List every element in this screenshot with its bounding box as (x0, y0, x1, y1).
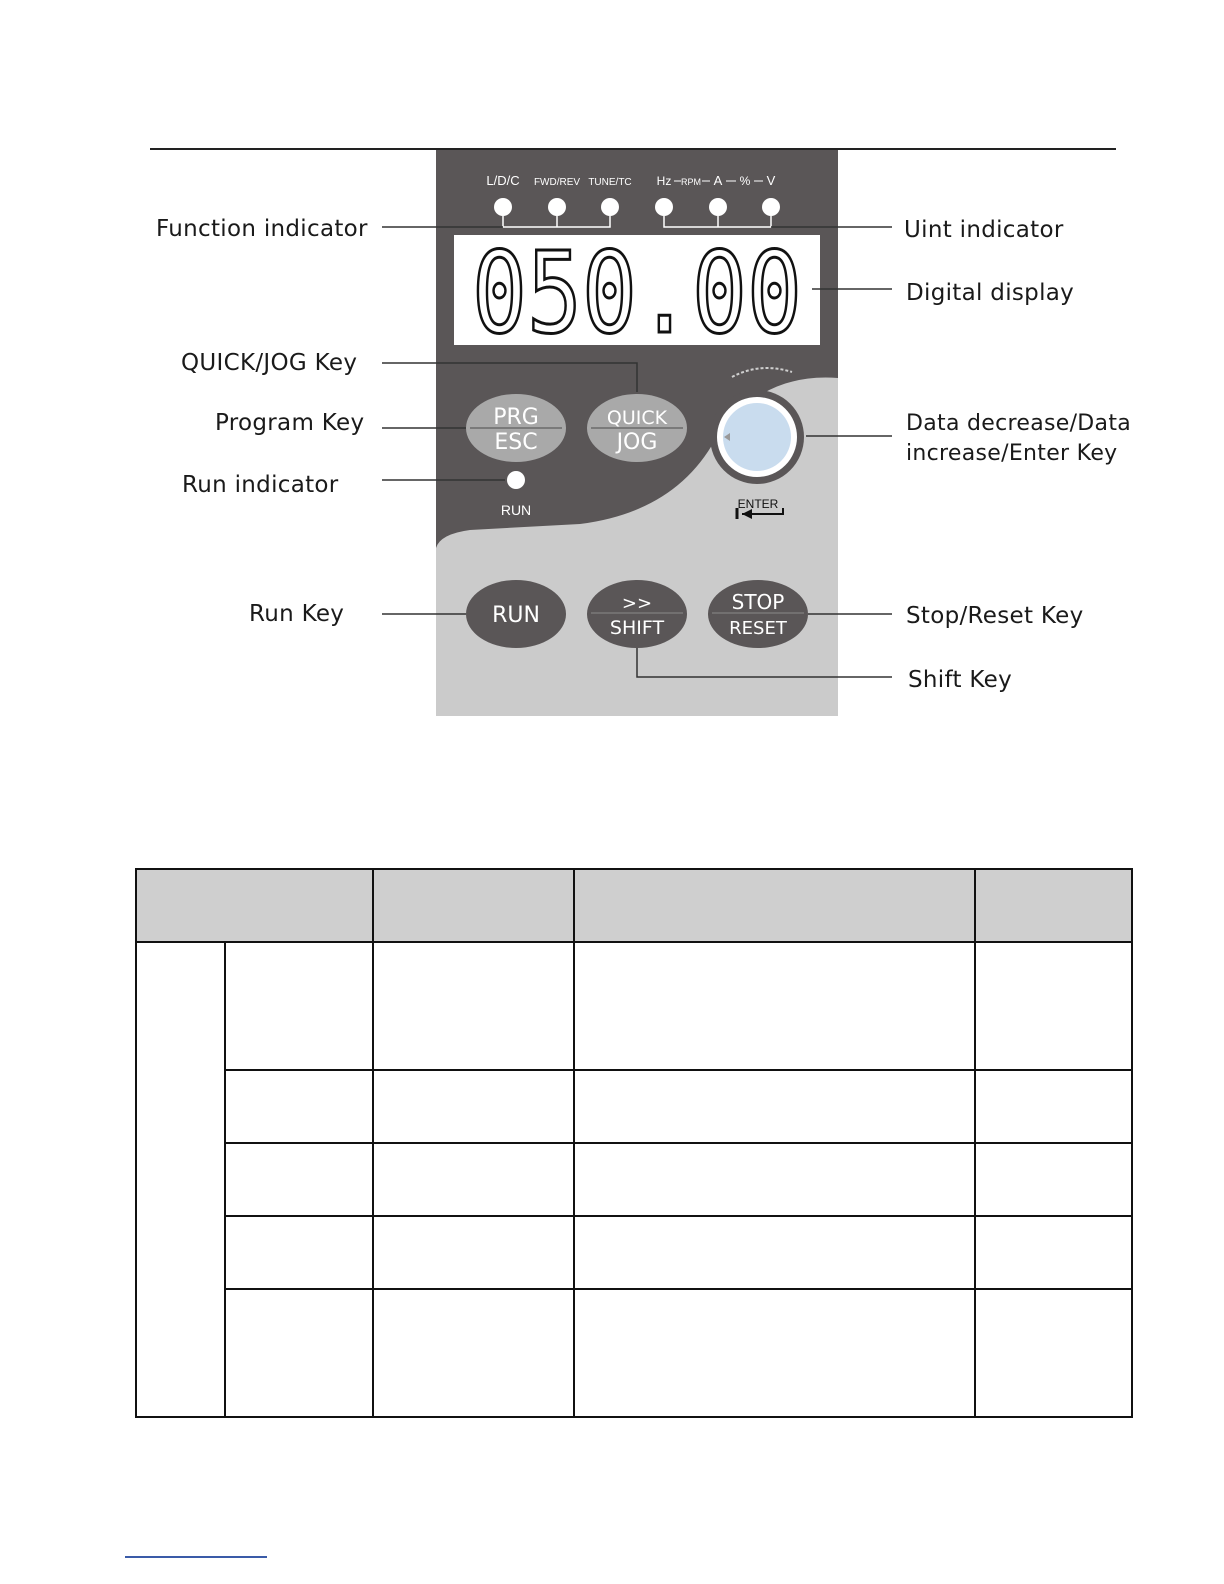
unit-label-a: A (713, 173, 723, 188)
shift-key-label: SHIFT (609, 617, 665, 639)
indicator-label-fwdrev: FWD/REV (533, 177, 581, 188)
footer-link-underline (125, 1556, 267, 1558)
table-row (136, 1143, 1132, 1216)
callout-data-key-line2: increase/Enter Key (906, 441, 1118, 466)
prg-esc-key[interactable] (466, 394, 566, 462)
callout-function-indicator: Function indicator (156, 216, 368, 242)
table-header-row (136, 869, 1132, 942)
callout-unit-indicator: Uint indicator (904, 217, 1064, 243)
callout-digital-display: Digital display (906, 280, 1075, 306)
unit-label-v: V (766, 173, 776, 188)
jog-key-label: JOG (616, 430, 658, 455)
table-cell (574, 1289, 975, 1417)
indicator-label-ldc: L/D/C (486, 173, 520, 188)
table-cell (574, 1070, 975, 1143)
prg-key-label: PRG (493, 405, 539, 430)
display-value: 050.00 (472, 229, 802, 359)
unit-label-percent: % (739, 174, 751, 188)
led-hz (655, 198, 673, 216)
callout-program-key: Program Key (215, 410, 365, 436)
table-cell (373, 1070, 574, 1143)
unit-label-hz: Hz (656, 174, 672, 188)
table-cell (225, 942, 373, 1070)
table-cell (136, 942, 225, 1417)
table-header-cell (574, 869, 975, 942)
shift-key-arrows: >> (621, 593, 653, 614)
table-cell (373, 1289, 574, 1417)
table-cell (225, 1216, 373, 1289)
led-fwdrev (548, 198, 566, 216)
table-row (136, 942, 1132, 1070)
table-cell (225, 1289, 373, 1417)
callout-data-key-line1: Data decrease/Data (906, 411, 1132, 436)
table-cell (975, 1070, 1132, 1143)
callout-quick-jog-key: QUICK/JOG Key (181, 350, 358, 376)
table-cell (225, 1143, 373, 1216)
key-function-table (135, 868, 1133, 1418)
unit-label-rpm: RPM (681, 177, 701, 187)
indicator-label-tunetc: TUNE/TC (588, 177, 632, 188)
callout-run-indicator: Run indicator (182, 472, 339, 498)
stop-key-label: STOP (731, 590, 785, 614)
table-cell (975, 1216, 1132, 1289)
stop-reset-key[interactable] (708, 580, 808, 648)
led-tunetc (601, 198, 619, 216)
table-cell (574, 1216, 975, 1289)
reset-key-label: RESET (729, 618, 787, 639)
table-cell (574, 942, 975, 1070)
run-led-label: RUN (500, 502, 532, 518)
table-cell (975, 1143, 1132, 1216)
table-cell (373, 942, 574, 1070)
table-cell (975, 1289, 1132, 1417)
table-cell (574, 1143, 975, 1216)
table-row (136, 1216, 1132, 1289)
table-row (136, 1070, 1132, 1143)
enter-label: ENTER (737, 497, 779, 511)
data-enter-knob[interactable] (710, 390, 804, 484)
shift-key[interactable] (587, 580, 687, 648)
callout-stop-reset-key: Stop/Reset Key (906, 603, 1084, 629)
quick-jog-key[interactable] (587, 394, 687, 462)
table-cell (225, 1070, 373, 1143)
table-header-cell (373, 869, 574, 942)
esc-key-label: ESC (494, 430, 538, 455)
led-a (709, 198, 727, 216)
led-v (762, 198, 780, 216)
run-key[interactable] (466, 580, 566, 648)
keypad-figure (0, 0, 1224, 760)
table-cell (975, 942, 1132, 1070)
table-cell (373, 1216, 574, 1289)
run-led (507, 471, 525, 489)
table-header-cell (975, 869, 1132, 942)
led-ldc (494, 198, 512, 216)
quick-key-label: QUICK (606, 407, 668, 429)
callout-shift-key: Shift Key (908, 667, 1012, 693)
table-cell (373, 1143, 574, 1216)
callout-run-key: Run Key (249, 601, 345, 627)
table-row (136, 1289, 1132, 1417)
run-key-label: RUN (492, 603, 540, 628)
table-header-cell (136, 869, 373, 942)
